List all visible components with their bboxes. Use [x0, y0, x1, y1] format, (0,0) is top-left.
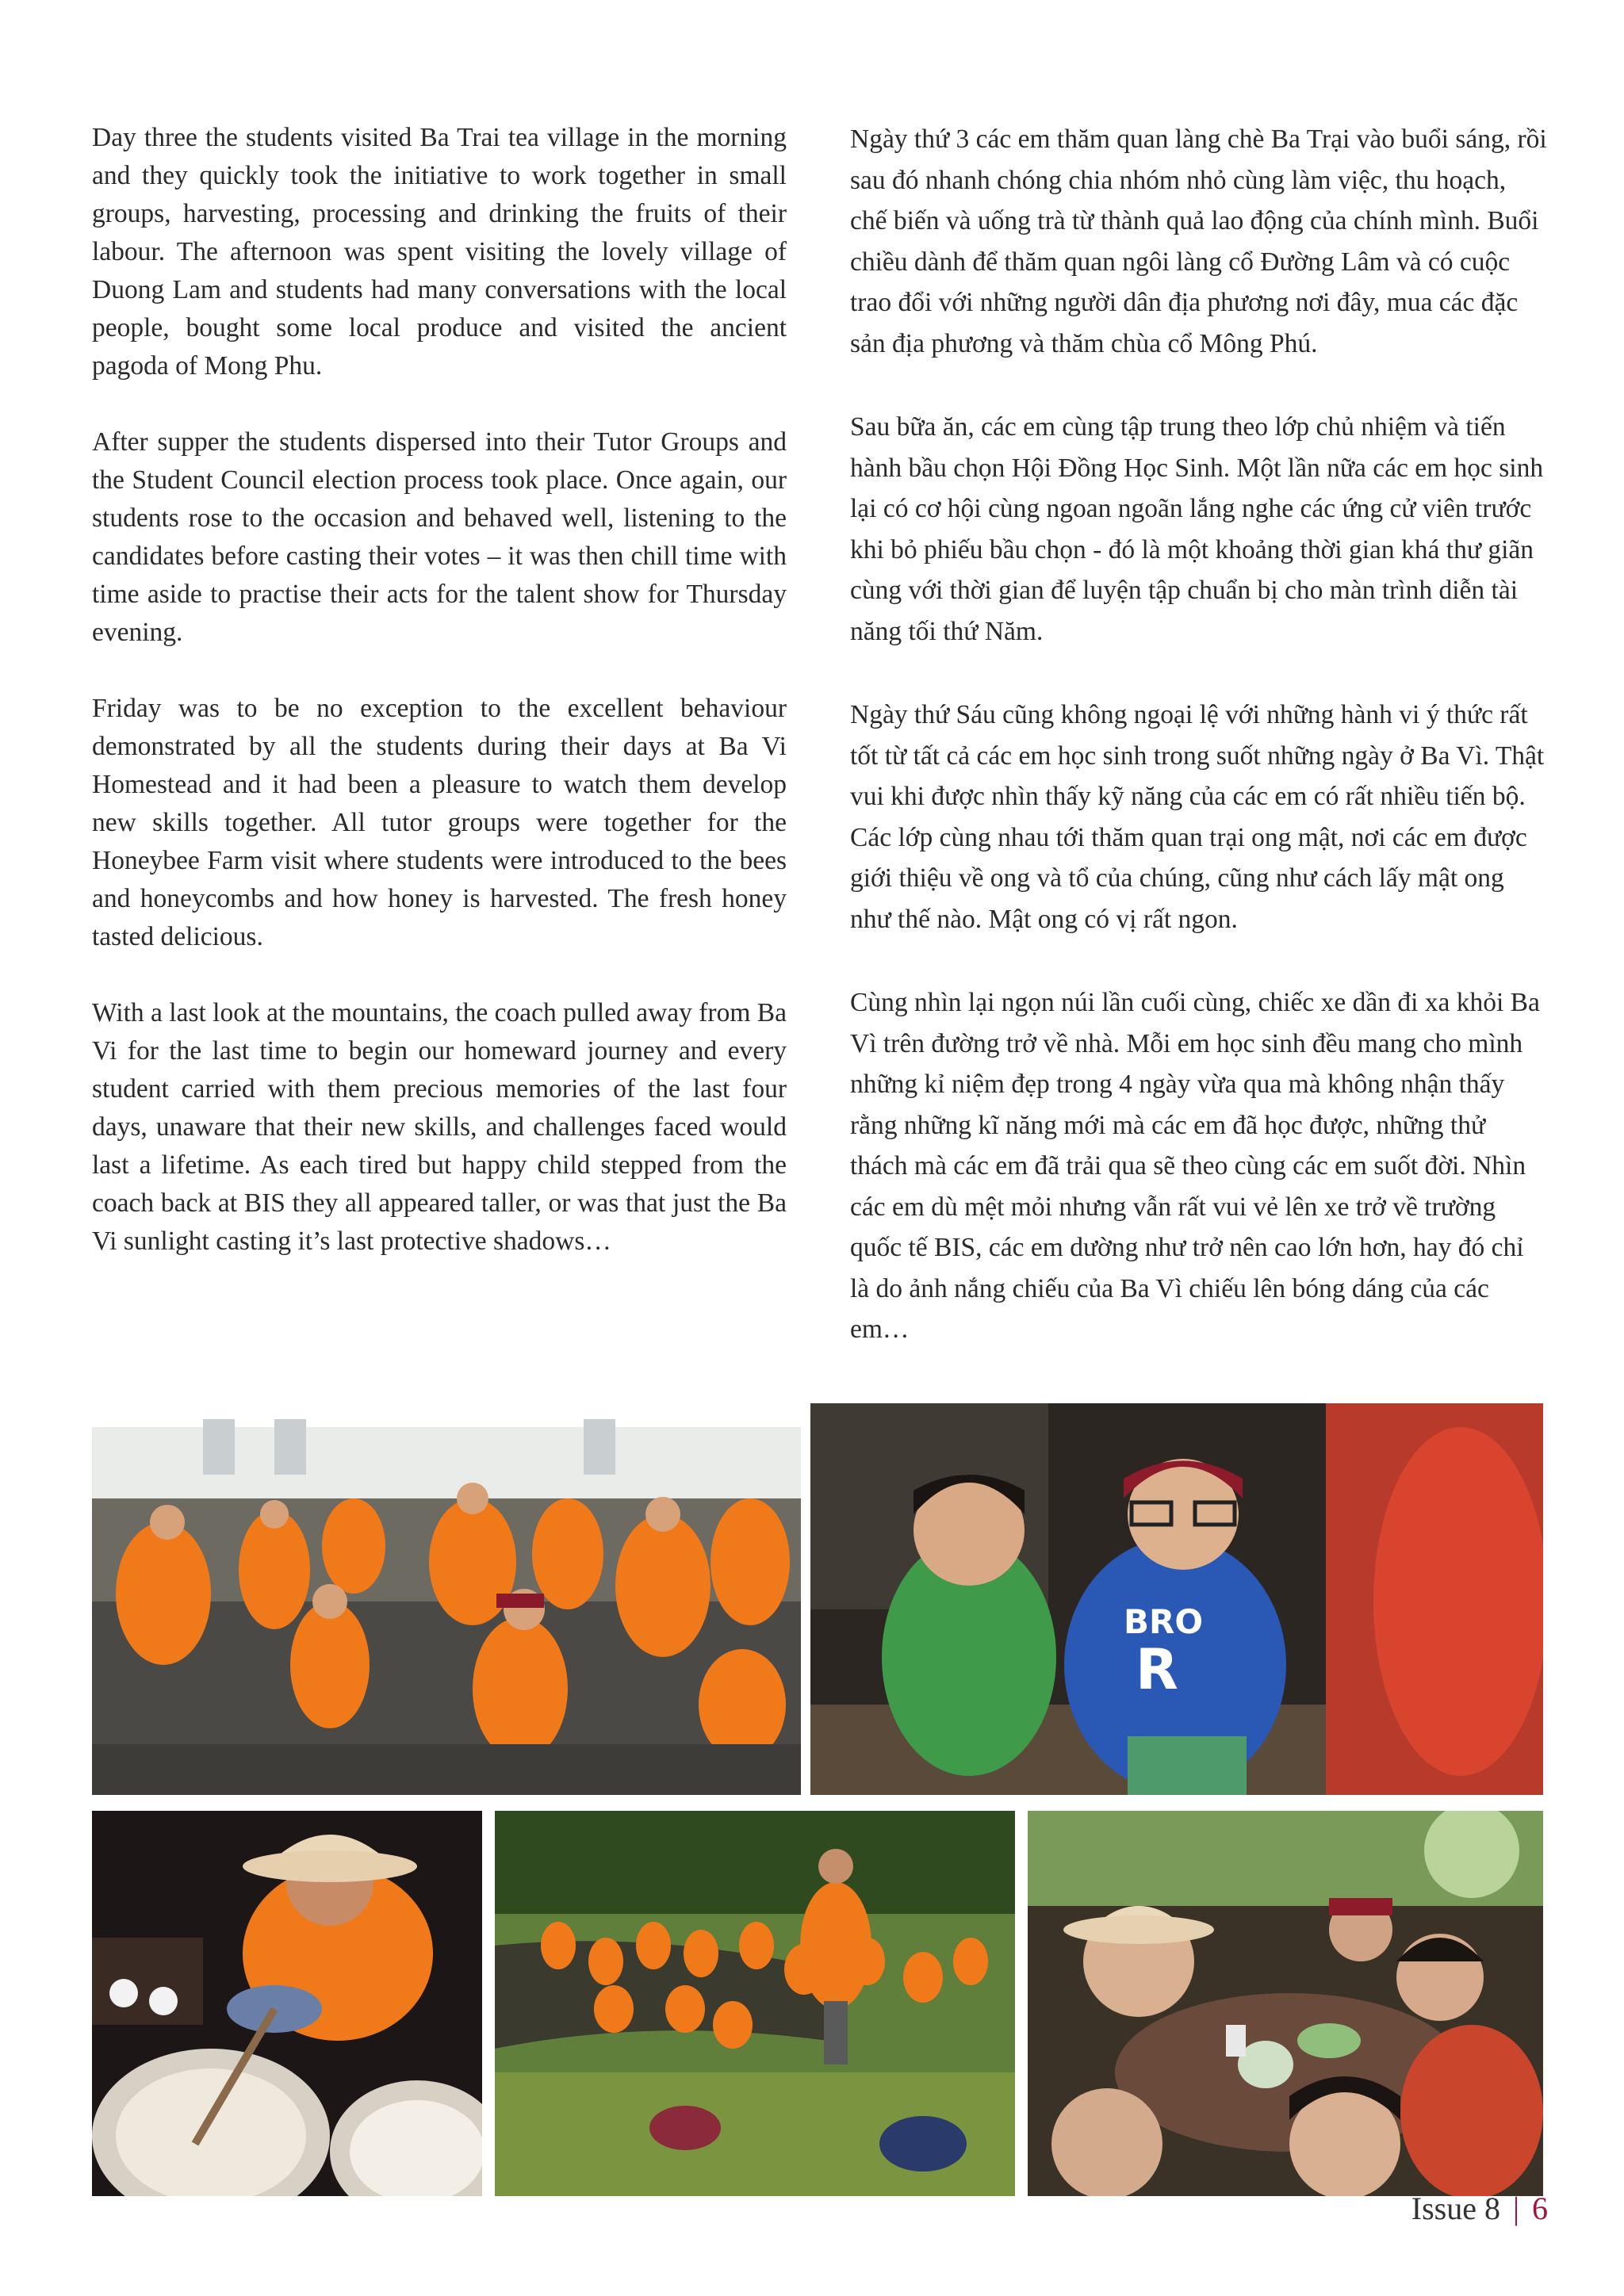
photo-girl-cooking	[92, 1811, 482, 2196]
photo-tea-table	[1028, 1811, 1543, 2196]
footer-separator: |	[1512, 2191, 1519, 2226]
photo-stream-activity	[495, 1811, 1015, 2196]
english-column	[92, 119, 787, 1299]
svg-text:BRO: BRO	[1124, 1602, 1204, 1641]
english-paragraph-1: Day three the students visited Ba Trai tea village in the morning and they quickly took the initiative to work together in small groups, harvesting, processing and drinking the fruits of their labour. The afternoon was spent visiting the lovely village of Duong Lam and students had many conversations with the local people, bought some local produce and visited the ancient pagoda of Mong Phu.	[92, 123, 787, 381]
vietnamese-paragraph-1: Ngày thứ 3 các em thăm quan làng chè Ba Trại vào buổi sáng, rồi sau đó nhanh chóng chia nhóm nhỏ cùng làm việc, thu hoạch, chế biến và uống trà từ thành quả lao động của chính mình. Buổi chiều dành để thăm quan ngôi làng cổ Đường Lâm và có cuộc trao đổi với những người dân địa phương nơi đây, mua các đặc sản địa phương và thăm chùa cổ Mông Phú.	[850, 124, 1547, 358]
vietnamese-column	[850, 119, 1548, 1393]
vietnamese-paragraph-3: Ngày thứ Sáu cũng không ngoại lệ với những hành vi ý thức rất tốt từ tất cả các em học sinh trong suốt những ngày ở Ba Vì. Thật vui khi được nhìn thấy kỹ năng của các em có rất nhiều tiến bộ. Các lớp cùng nhau tới thăm quan trại ong mật, nơi các em được giới thiệu về ong và tổ của chúng, cũng như cách lấy mật ong như thế nào. Mật ong có vị rất ngon.	[850, 700, 1545, 934]
page-footer	[1411, 2190, 1548, 2227]
photo-courtyard-group	[92, 1403, 801, 1795]
vietnamese-paragraph-4: Cùng nhìn lại ngọn núi lần cuối cùng, chiếc xe dần đi xa khỏi Ba Vì trên đường trở về nhà. Mỗi em học sinh đều mang cho mình những kỉ niệm đẹp trong 4 ngày vừa qua mà không nhận thấy rằng những kĩ năng mới mà các em đã học được, những thử thách mà các em đã trải qua sẽ theo cùng các em suốt đời. Nhìn các em dù mệt mỏi nhưng vẫn rất vui vẻ lên xe trở về trường quốc tế BIS, các em dường như trở nên cao lớn hơn, hay đó chỉ là do ảnh nắng chiếu của Ba Vì chiếu lên bóng dáng của các em…	[850, 988, 1540, 1344]
english-paragraph-2: After supper the students dispersed into their Tutor Groups and the Student Council election process took place. Once again, our students rose to the occasion and behaved well, listening to the candidates before casting their votes – it was then chill time with time aside to practise their acts for the talent show for Thursday evening.	[92, 427, 787, 647]
english-paragraph-3: Friday was to be no exception to the excellent behaviour demonstrated by all the students during their days at Ba Vi Homestead and it had been a pleasure to watch them develop new skills together. All tutor groups were together for the Honeybee Farm visit where students were introduced to the bees and honeycombs and how honey is harvested. The fresh honey tasted delicious.	[92, 694, 787, 951]
photo-smiling-boys	[810, 1403, 1543, 1795]
svg-text:R: R	[1136, 1637, 1178, 1702]
english-paragraph-4: With a last look at the mountains, the coach pulled away from Ba Vi for the last time to begin our homeward journey and every student carried with them precious memories of the last four days, unaware that their new skills, and challenges faced would last a lifetime. As each tired but happy child stepped from the coach back at BIS they all appeared taller, or was that just the Ba Vi sunlight casting it’s last protective shadows…	[92, 998, 787, 1256]
vietnamese-paragraph-2: Sau bữa ăn, các em cùng tập trung theo lớp chủ nhiệm và tiến hành bầu chọn Hội Đồng Học Sinh. Một lần nữa các em học sinh lại có cơ hội cùng ngoan ngoãn lắng nghe các ứng cử viên trước khi bỏ phiếu bầu chọn - đó là một khoảng thời gian khá thư giãn cùng với thời gian để luyện tập chuẩn bị cho màn trình diễn tài năng tối thứ Năm.	[850, 412, 1544, 646]
page-number: 6	[1532, 2191, 1548, 2226]
issue-label: Issue 8	[1411, 2191, 1500, 2226]
